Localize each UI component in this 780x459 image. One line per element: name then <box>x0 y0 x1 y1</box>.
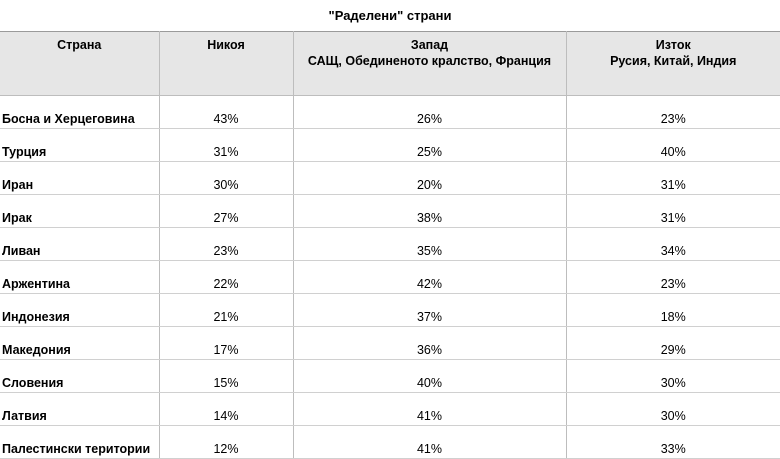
table-row <box>0 96 780 129</box>
cell-east: 31% <box>566 162 780 195</box>
cell-none: 15% <box>159 360 293 393</box>
header-west <box>293 32 566 96</box>
table-header <box>0 32 780 96</box>
cell-west: 37% <box>293 294 566 327</box>
cell-west: 38% <box>293 195 566 228</box>
cell-east: 23% <box>566 96 780 129</box>
cell-west: 40% <box>293 360 566 393</box>
header-none: Никоя <box>159 32 293 96</box>
header-west-label: Запад <box>410 38 449 52</box>
cell-none: 43% <box>159 96 293 129</box>
cell-west: 42% <box>293 261 566 294</box>
table-title: "Раделени" страни <box>328 8 452 23</box>
cell-east: 33% <box>566 426 780 459</box>
cell-west: 41% <box>293 393 566 426</box>
cell-country: Ливан <box>0 228 159 261</box>
header-east <box>566 32 780 96</box>
cell-east: 40% <box>566 129 780 162</box>
cell-none: 12% <box>159 426 293 459</box>
cell-country: Турция <box>0 129 159 162</box>
table-body <box>0 96 780 459</box>
table-row <box>0 129 780 162</box>
cell-west: 35% <box>293 228 566 261</box>
header-west-subtitle: САЩ, Обединеното кралство, Франция <box>307 54 552 68</box>
cell-country: Словения <box>0 360 159 393</box>
cell-none: 14% <box>159 393 293 426</box>
cell-country: Иран <box>0 162 159 195</box>
table-row <box>0 426 780 459</box>
cell-east: 31% <box>566 195 780 228</box>
table-row <box>0 294 780 327</box>
cell-country: Палестински територии <box>0 426 159 459</box>
table-row <box>0 162 780 195</box>
table-row <box>0 360 780 393</box>
header-east-subtitle: Русия, Китай, Индия <box>610 54 737 68</box>
cell-country: Македония <box>0 327 159 360</box>
table-row <box>0 228 780 261</box>
data-table <box>0 31 780 459</box>
cell-none: 23% <box>159 228 293 261</box>
cell-west: 36% <box>293 327 566 360</box>
table-row <box>0 261 780 294</box>
cell-east: 30% <box>566 360 780 393</box>
cell-none: 22% <box>159 261 293 294</box>
cell-none: 17% <box>159 327 293 360</box>
cell-none: 27% <box>159 195 293 228</box>
cell-east: 29% <box>566 327 780 360</box>
cell-country: Индонезия <box>0 294 159 327</box>
cell-none: 21% <box>159 294 293 327</box>
cell-east: 18% <box>566 294 780 327</box>
cell-west: 20% <box>293 162 566 195</box>
cell-east: 23% <box>566 261 780 294</box>
cell-country: Ирак <box>0 195 159 228</box>
header-row <box>0 32 780 96</box>
cell-country: Латвия <box>0 393 159 426</box>
header-east-label: Изток <box>655 38 691 52</box>
cell-east: 34% <box>566 228 780 261</box>
cell-west: 41% <box>293 426 566 459</box>
cell-country: Босна и Херцеговина <box>0 96 159 129</box>
table-row <box>0 195 780 228</box>
cell-none: 31% <box>159 129 293 162</box>
table-row <box>0 393 780 426</box>
header-country: Страна <box>0 32 159 96</box>
cell-east: 30% <box>566 393 780 426</box>
cell-west: 25% <box>293 129 566 162</box>
cell-west: 26% <box>293 96 566 129</box>
cell-country: Аржентина <box>0 261 159 294</box>
table-row <box>0 327 780 360</box>
cell-none: 30% <box>159 162 293 195</box>
